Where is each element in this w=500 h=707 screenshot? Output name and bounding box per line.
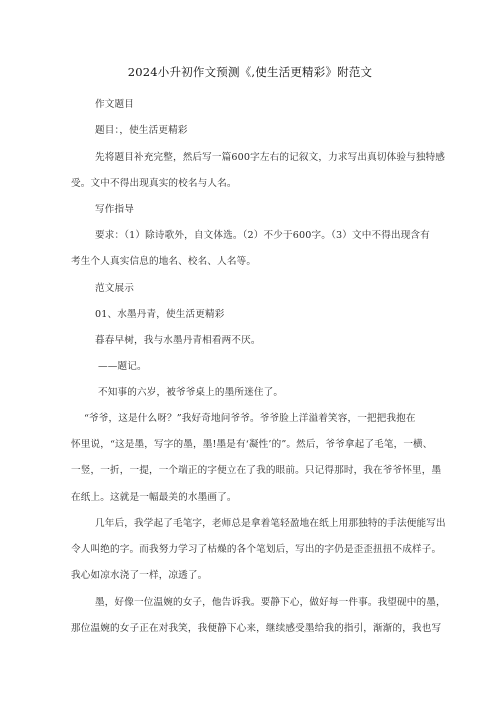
section-heading-essay-topic: 作文题目	[95, 99, 134, 110]
paragraph-line: 考生个人真实信息的地名、校名、人名等。	[71, 256, 257, 267]
paragraph-line: 在纸上。这就是一幅最美的水墨画了。	[71, 492, 237, 503]
section-heading-sample-essay: 范文展示	[95, 283, 134, 294]
epigraph: 暮春早树，我与水墨丹青相看两不厌。	[95, 335, 261, 346]
paragraph-line: 受。文中不得出现真实的校名与人名。	[71, 178, 237, 189]
paragraph-line: 令人叫绝的字。而我努力学习了枯燥的各个笔划后，写出的字仍是歪歪扭扭不成样子。	[71, 544, 442, 555]
paragraph-line: 几年后，我学起了毛笔字，老师总是拿着笔轻盈地在纸上用那独特的手法便能写出	[95, 518, 446, 529]
essay-title: 01、水墨丹青，使生活更精彩	[95, 309, 225, 320]
epigraph-attribution: ——题记。	[98, 361, 147, 372]
topic-line: 题目：，使生活更精彩	[95, 125, 188, 136]
paragraph-line: 一竖，一折，一提，一个端正的字便立在了我的眼前。只记得那时，我在爷爷怀里，墨	[71, 465, 442, 476]
document-title: 2024小升初作文预测《,使生活更精彩》附范文	[127, 65, 373, 79]
paragraph-line: 墨，好像一位温婉的女子，他告诉我。要静下心，做好每一件事。我望砚中的墨，	[95, 597, 446, 608]
paragraph-line: 怀里说，“这是墨，写字的墨，墨!墨是有‘凝性’的”。然后，爷爷拿起了毛笔，一横、	[71, 439, 433, 450]
paragraph-line: 不知事的六岁，被爷爷桌上的墨所迷住了。	[98, 387, 284, 398]
paragraph-line: 我心如凉水浇了一样，凉透了。	[71, 570, 208, 581]
paragraph-line: 先将题目补充完整，然后写一篇600字左右的记叙文，力求写出真切体验与独特感	[95, 152, 446, 163]
paragraph-line: 要求：（1）除诗歌外，自文体选。（2）不少于600字。（3）文中不得出现含有	[95, 230, 430, 241]
paragraph-line: 那位温婉的女子正在对我笑，我便静下心来，继续感受墨给我的指引，渐渐的，我也写	[71, 623, 442, 634]
paragraph-line: “爷爷，这是什么呀？”我好奇地问爷爷。爷爷脸上洋溢着笑容，一把把我抱在	[84, 413, 416, 424]
section-heading-writing-guide: 写作指导	[95, 204, 134, 215]
